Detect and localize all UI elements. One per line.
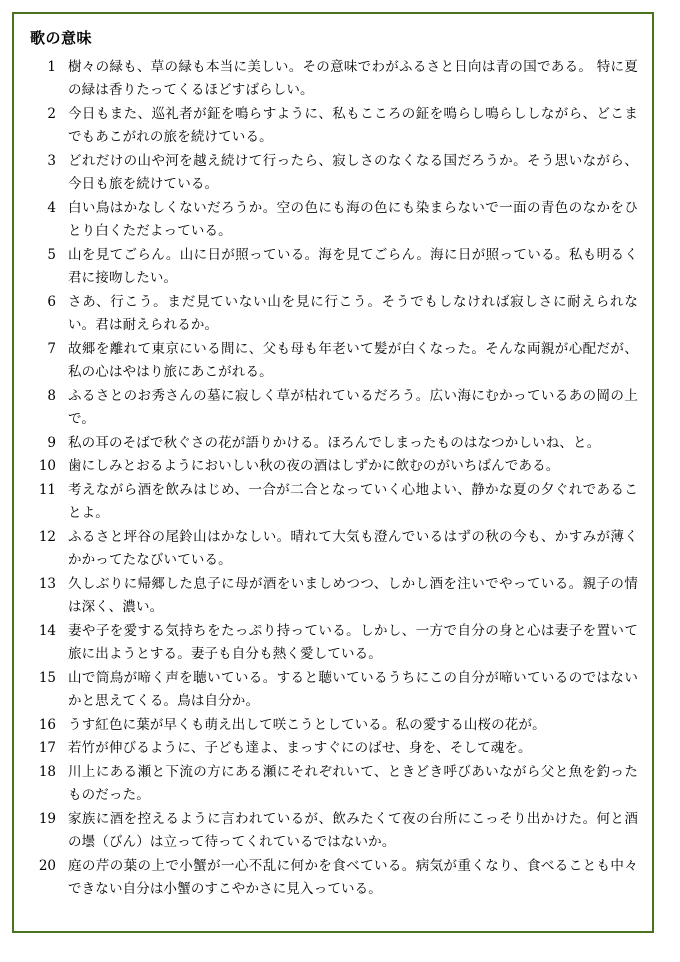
entry-text: 久しぶりに帰郷した息子に母が酒をいましめつつ、しかし酒を注いでやっている。親子の情は深く、濃い。 bbox=[68, 575, 638, 615]
entry-row bbox=[26, 56, 638, 103]
entry-row bbox=[26, 714, 638, 738]
entry-list bbox=[26, 56, 638, 902]
entry-number: 5 bbox=[47, 246, 56, 263]
entry-row bbox=[26, 385, 638, 432]
entry-row bbox=[26, 150, 638, 197]
entry-row bbox=[26, 855, 638, 902]
entry-row bbox=[26, 737, 638, 761]
entry-row bbox=[26, 761, 638, 808]
entry-row bbox=[26, 244, 638, 291]
entry-text: 故郷を離れて東京にいる間に、父も母も年老いて髪が白くなった。そんな両親が心配だが、私の心はやはり旅にあこがれる。 bbox=[68, 340, 638, 380]
entry-number: 14 bbox=[38, 622, 56, 639]
entry-text: ふるさとのお秀さんの墓に寂しく草が枯れているだろう。広い海にむかっているあの岡の上で。 bbox=[68, 387, 638, 427]
entry-number: 9 bbox=[47, 434, 56, 451]
document-page bbox=[12, 12, 654, 933]
entry-row bbox=[26, 197, 638, 244]
entry-number: 20 bbox=[38, 857, 56, 874]
entry-text: 樹々の緑も、草の緑も本当に美しい。その意味でわがふるさと日向は青の国である。 特に夏の緑は香りたってくるほどすばらしい。 bbox=[68, 58, 638, 98]
entry-text: 妻や子を愛する気持ちをたっぷり持っている。しかし、一方で自分の身と心は妻子を置いて旅に出ようとする。妻子も自分も熱く愛している。 bbox=[68, 622, 638, 662]
entry-text: 歯にしみとおるようにおいしい秋の夜の酒はしずかに飲むのがいちばんである。 bbox=[68, 458, 560, 474]
entry-number: 6 bbox=[47, 293, 56, 310]
entry-text: 山で筒鳥が啼く声を聴いている。すると聴いているうちにこの自分が啼いているのではないかと思えてくる。鳥は自分か。 bbox=[68, 669, 638, 709]
entry-number: 7 bbox=[47, 340, 56, 357]
page-title: 歌の意味 bbox=[30, 29, 93, 47]
entry-text: 私の耳のそばで秋ぐさの花が語りかける。ほろんでしまったものはなつかしいね、と。 bbox=[68, 434, 601, 451]
entry-text: 庭の芹の葉の上で小蟹が一心不乱に何かを食べている。病気が重くなり、食べることも中々できない自分は小蟹のすこやかさに見入っている。 bbox=[68, 857, 638, 897]
entry-text: 家族に酒を控えるように言われているが、飲みたくて夜の台所にこっそり出かけた。何と酒の壜（びん）は立って待ってくれているではないか。 bbox=[68, 810, 638, 850]
entry-row bbox=[26, 103, 638, 150]
entry-row bbox=[26, 573, 638, 620]
entry-text: どれだけの山や河を越え続けて行ったら、寂しさのなくなる国だろうか。そう思いながら、今日も旅を続けている。 bbox=[68, 152, 638, 192]
entry-number: 17 bbox=[38, 740, 56, 756]
entry-number: 19 bbox=[38, 810, 56, 827]
entry-number: 2 bbox=[47, 105, 56, 122]
entry-number: 13 bbox=[38, 575, 56, 592]
entry-row bbox=[26, 808, 638, 855]
entry-number: 12 bbox=[38, 528, 56, 545]
entry-number: 16 bbox=[38, 716, 56, 733]
entry-number: 11 bbox=[38, 481, 56, 498]
entry-row bbox=[26, 667, 638, 714]
entry-number: 1 bbox=[47, 58, 56, 75]
entry-row bbox=[26, 620, 638, 667]
entry-row bbox=[26, 338, 638, 385]
entry-number: 8 bbox=[47, 387, 56, 404]
entry-text: 今日もまた、巡礼者が鉦を鳴らすように、私もこころの鉦を鳴らし鳴らししながら、どこまでもあこがれの旅を続けている。 bbox=[68, 105, 638, 145]
entry-text: ふるさと坪谷の尾鈴山はかなしい。晴れて大気も澄んでいるはずの秋の今も、かすみが薄くかかってたなびいている。 bbox=[68, 528, 638, 568]
entry-text: 山を見てごらん。山に日が照っている。海を見てごらん。海に日が照っている。私も明るく君に接吻したい。 bbox=[68, 246, 638, 286]
entry-row bbox=[26, 526, 638, 573]
entry-text: うす紅色に葉が早くも萌え出して咲こうとしている。私の愛する山桜の花が。 bbox=[68, 716, 546, 733]
entry-row bbox=[26, 479, 638, 526]
entry-number: 4 bbox=[47, 199, 56, 216]
entry-text: 考えながら酒を飲みはじめ、一合が二合となっていく心地よい、静かな夏の夕ぐれであることよ。 bbox=[68, 481, 638, 521]
entry-text: 白い鳥はかなしくないだろうか。空の色にも海の色にも染まらないで一面の青色のなかをひとり白くただよっている。 bbox=[68, 199, 638, 239]
entry-text: さあ、行こう。まだ見ていない山を見に行こう。そうでもしなければ寂しさに耐えられない。君は耐えられるか。 bbox=[68, 293, 638, 333]
entry-row bbox=[26, 432, 638, 456]
entry-row bbox=[26, 291, 638, 338]
entry-number: 10 bbox=[38, 458, 56, 474]
entry-number: 3 bbox=[47, 152, 56, 169]
entry-number: 18 bbox=[38, 763, 56, 780]
entry-row bbox=[26, 455, 638, 479]
entry-text: 川上にある瀬と下流の方にある瀬にそれぞれいて、ときどき呼びあいながら父と魚を釣ったものだった。 bbox=[68, 763, 638, 803]
entry-number: 15 bbox=[38, 669, 56, 686]
entry-text: 若竹が伸びるように、子ども達よ、まっすぐにのばせ、身を、そして魂を。 bbox=[68, 740, 532, 756]
